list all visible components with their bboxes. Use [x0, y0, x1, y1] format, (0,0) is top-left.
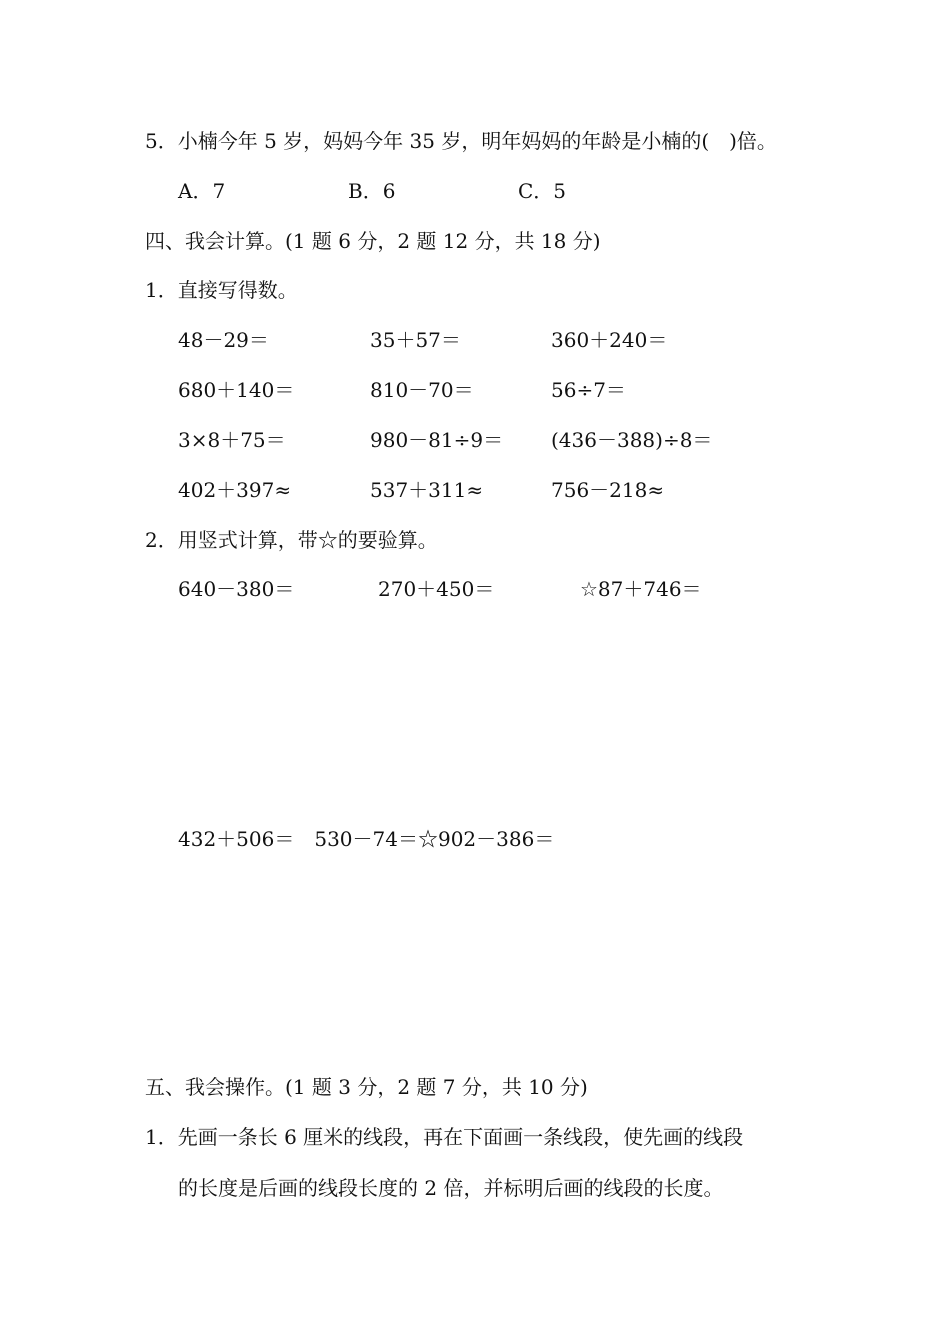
calc-r1-c1: 48－29＝: [178, 328, 269, 352]
q5-option-a: A．7: [178, 179, 226, 203]
calc-r3-c2: 980－81÷9＝: [370, 428, 504, 452]
q5-text: 5．小楠今年 5 岁，妈妈今年 35 岁，明年妈妈的年龄是小楠的( )倍。: [145, 129, 777, 153]
calc-r4-c1: 402＋397≈: [178, 478, 292, 502]
calc-r3-c3: (436－388)÷8＝: [551, 428, 713, 452]
vertical-calc-3: ☆87＋746＝: [580, 577, 702, 601]
section5-q1-line2: 的长度是后画的线段长度的 2 倍，并标明后画的线段的长度。: [178, 1176, 724, 1200]
calc-r3-c1: 3×8＋75＝: [178, 428, 286, 452]
section4-q2-title: 2．用竖式计算，带☆的要验算。: [145, 528, 438, 552]
calc-r4-c2: 537＋311≈: [370, 478, 484, 502]
section5-q1-line1: 1．先画一条长 6 厘米的线段，再在下面画一条线段，使先画的线段: [145, 1125, 744, 1149]
calc-r1-c3: 360＋240＝: [551, 328, 668, 352]
q5-option-b: B．6: [348, 179, 396, 203]
calc-r1-c2: 35＋57＝: [370, 328, 461, 352]
calc-r2-c3: 56÷7＝: [551, 378, 626, 402]
calc-r2-c2: 810－70＝: [370, 378, 474, 402]
vertical-calc-2: 270＋450＝: [378, 577, 495, 601]
section4-title: 四、我会计算。(1 题 6 分，2 题 12 分，共 18 分): [145, 229, 601, 253]
vertical-calc-1: 640－380＝: [178, 577, 295, 601]
calc-r4-c3: 756－218≈: [551, 478, 665, 502]
section5-title: 五、我会操作。(1 题 3 分，2 题 7 分，共 10 分): [145, 1075, 588, 1099]
section4-q1-title: 1．直接写得数。: [145, 278, 298, 302]
q5-option-c: C．5: [518, 179, 567, 203]
calc-r2-c1: 680＋140＝: [178, 378, 295, 402]
vertical-calc-row2: 432＋506＝ 530－74＝☆902－386＝: [178, 827, 555, 851]
